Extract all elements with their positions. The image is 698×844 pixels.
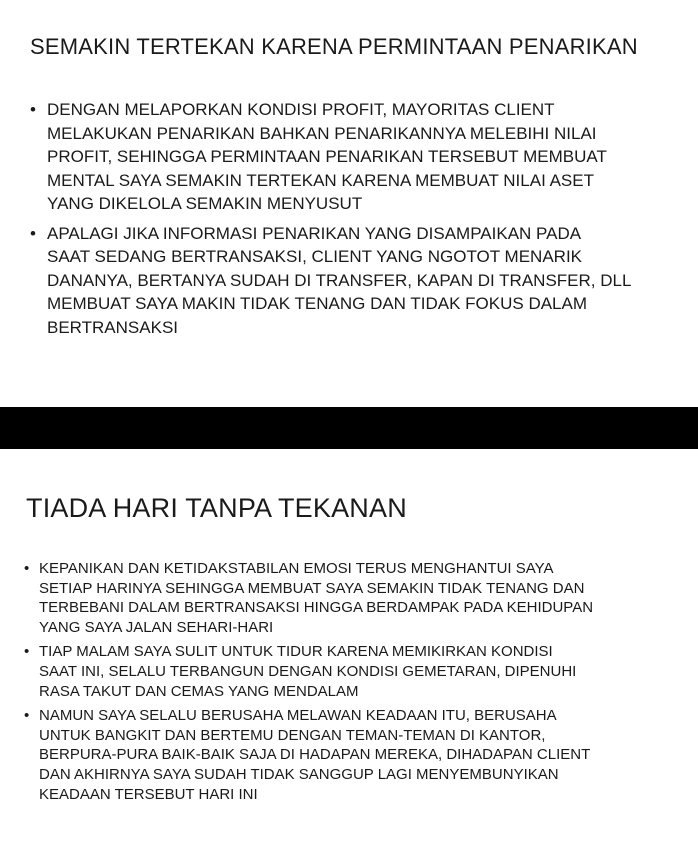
bullet-dot-icon: •	[24, 707, 30, 725]
text-line: YANG DIKELOLA SEMAKIN MENYUSUT	[47, 194, 363, 213]
text-line: SAAT SEDANG BERTRANSAKSI, CLIENT YANG NGOTOT MENARIK	[47, 247, 583, 266]
bullet-item	[24, 559, 684, 637]
text-line: APALAGI JIKA INFORMASI PENARIKAN YANG DISAMPAIKAN PADA	[47, 223, 582, 243]
bullet-list	[24, 559, 684, 809]
slide-divider	[0, 407, 698, 449]
bullet-text	[39, 706, 684, 804]
bullet-dot-icon: •	[30, 223, 36, 243]
text-line: SETIAP HARINYA SEHINGGA MEMBUAT SAYA SEMAKIN TIDAK TENANG DAN	[39, 579, 585, 597]
text-line: DENGAN MELAPORKAN KONDISI PROFIT, MAYORITAS CLIENT	[47, 100, 555, 119]
text-line: MEMBUAT SAYA MAKIN TIDAK TENANG DAN TIDAK FOKUS DALAM	[47, 294, 588, 313]
text-line: KEADAAN TERSEBUT HARI INI	[39, 785, 258, 803]
slide-withdrawal-pressure	[0, 0, 698, 407]
bullet-dot-icon: •	[30, 100, 36, 119]
bullet-item	[24, 706, 684, 804]
text-line: BERPURA-PURA BAIK-BAIK SAJA DI HADAPAN MEREKA, DIHADAPAN CLIENT	[39, 746, 591, 764]
bullet-item	[24, 642, 684, 701]
bullet-dot-icon: •	[24, 643, 30, 661]
text-line: TERBEBANI DALAM BERTRANSAKSI HINGGA BERDAMPAK PADA KEHIDUPAN	[39, 599, 594, 617]
bullet-text	[47, 222, 680, 340]
slide-title: SEMAKIN TERTEKAN KARENA PERMINTAAN PENARIKAN	[30, 34, 638, 59]
text-line: NAMUN SAYA SELALU BERUSAHA MELAWAN KEADAAN ITU, BERUSAHA	[39, 707, 557, 725]
text-line: YANG SAYA JALAN SEHARI-HARI	[39, 618, 274, 636]
text-line: MELAKUKAN PENARIKAN BAHKAN PENARIKANNYA MELEBIHI NILAI	[47, 123, 597, 143]
bullet-item	[30, 98, 680, 216]
text-line: RASA TAKUT DAN CEMAS YANG MENDALAM	[39, 682, 359, 700]
bullet-item	[30, 222, 680, 340]
bullet-text	[39, 559, 684, 637]
text-line: BERTRANSAKSI	[47, 317, 179, 337]
bullet-text	[47, 98, 680, 216]
bullet-text	[39, 642, 684, 701]
text-line: KEPANIKAN DAN KETIDAKSTABILAN EMOSI TERUS MENGHANTUI SAYA	[39, 560, 554, 577]
text-line: UNTUK BANGKIT DAN BERTEMU DENGAN TEMAN-TEMAN DI KANTOR,	[39, 726, 546, 744]
bullet-dot-icon: •	[24, 560, 30, 577]
text-line: DANANYA, BERTANYA SUDAH DI TRANSFER, KAPAN DI TRANSFER, DLL	[47, 270, 632, 290]
text-line: PROFIT, SEHINGGA PERMINTAAN PENARIKAN TERSEBUT MEMBUAT	[47, 147, 607, 166]
text-line: DAN AKHIRNYA SAYA SUDAH TIDAK SANGGUP LAGI MENYEMBUNYIKAN	[39, 765, 559, 783]
bullet-list	[30, 98, 680, 345]
slide-title: TIADA HARI TANPA TEKANAN	[26, 493, 407, 523]
text-line: TIAP MALAM SAYA SULIT UNTUK TIDUR KARENA MEMIKIRKAN KONDISI	[39, 643, 553, 661]
slide-daily-pressure	[0, 449, 698, 844]
text-line: SAAT INI, SELALU TERBANGUN DENGAN KONDISI GEMETARAN, DIPENUHI	[39, 662, 577, 680]
text-line: MENTAL SAYA SEMAKIN TERTEKAN KARENA MEMBUAT NILAI ASET	[47, 170, 594, 190]
